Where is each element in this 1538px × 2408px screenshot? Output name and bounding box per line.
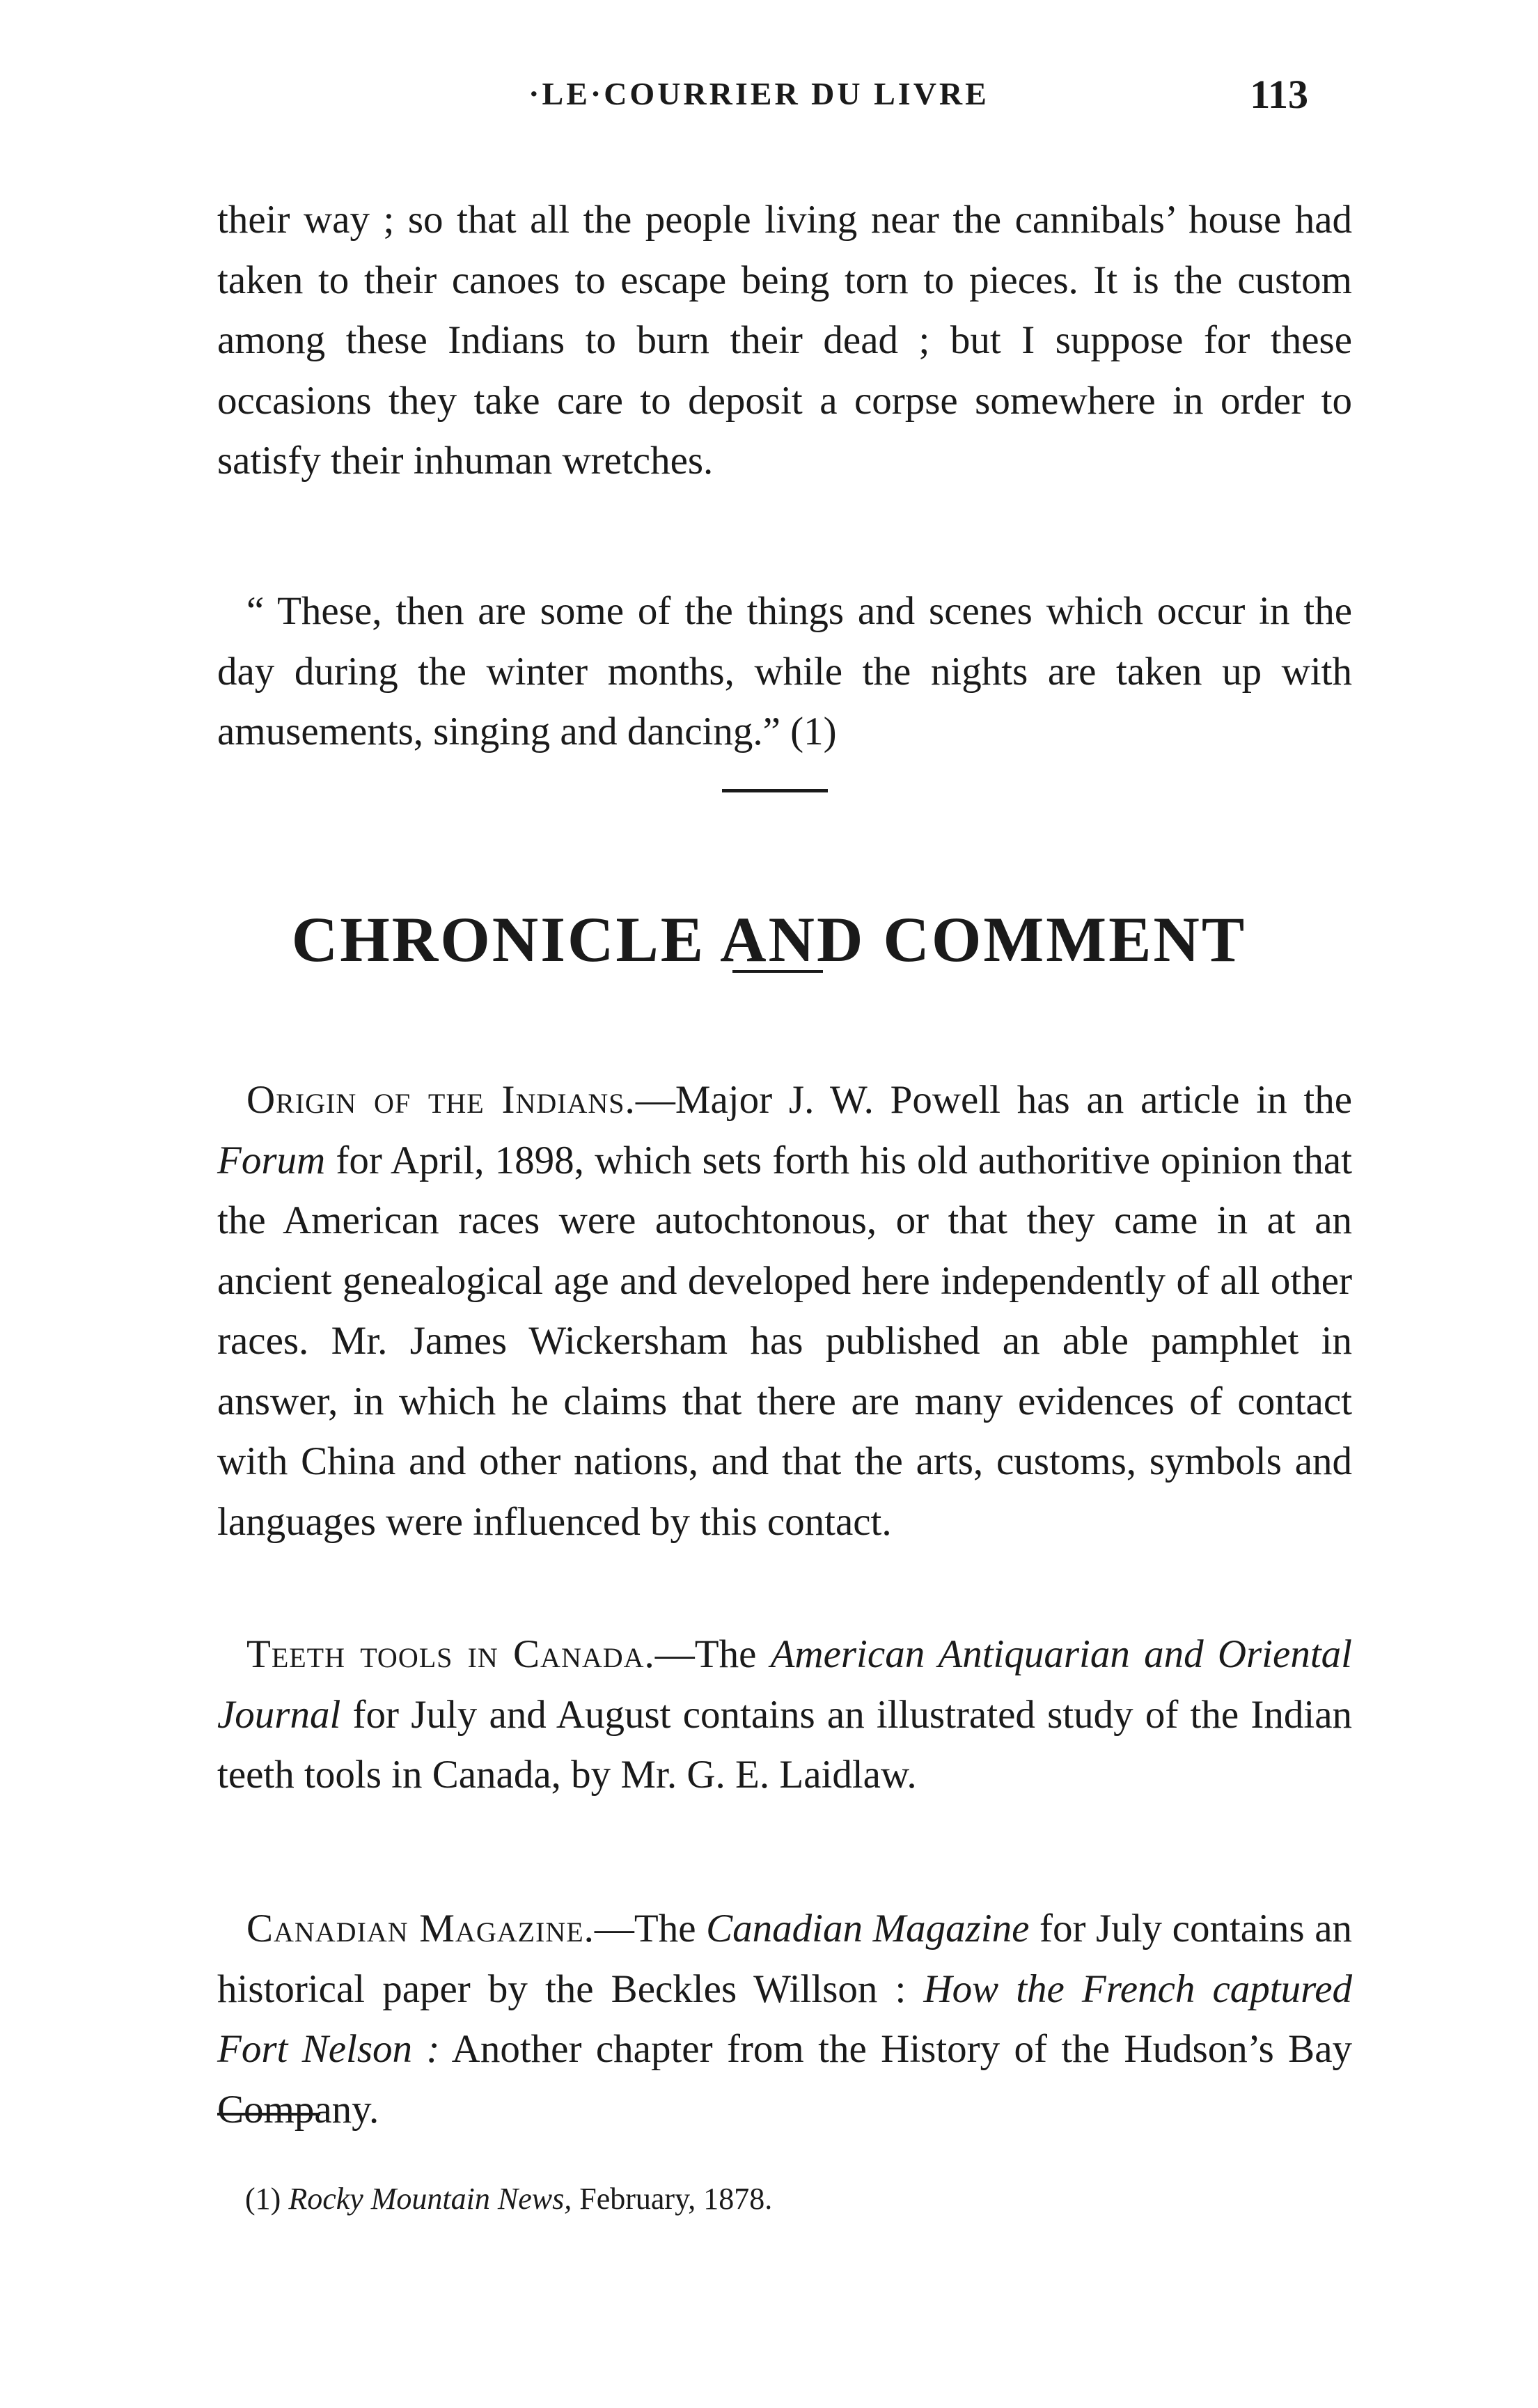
news-item-origin: Origin of the Indians.—Major J. W. Powell has an article in the Forum for April, 1898, which sets forth his old authoritive opinion that the American races were autochtonous, or that they came in at an ancient genealogical age and developed here independently of all other races. Mr. James Wickersham has published an able pamphlet in answer, in which he claims that there are many evidences of contact with China and other nations, and that the arts, customs, symbols and languages were influenced by this contact. (217, 1078, 1352, 1544)
footnote-marker: (1) (245, 2182, 281, 2216)
section-divider-bottom (732, 970, 823, 973)
news-item-teeth-tools: Teeth tools in Canada.—The American Antiquarian and Oriental Journal for July and August contains an illustrated study of the Indian teeth tools in Canada, by Mr. G. E. Laidlaw. (217, 1632, 1352, 1797)
paragraph-quote: “ These, then are some of the things and scenes which occur in the day during the winter months, while the nights are taken up with amusements, singing and dancing.” (1) (217, 589, 1352, 753)
paragraph-continued: their way ; so that all the people living near the cannibals’ house had taken to their canoes to escape being torn to pieces. It is the custom among these Indians to burn their dead ; but I suppose for these occasions they take care to deposit a corpse somewhere in order to satisfy their inhuman wretches. (217, 198, 1352, 483)
news-heading: Teeth tools in Canada. (246, 1632, 655, 1676)
section-divider-top (722, 789, 828, 792)
news-heading: Origin of the Indians. (246, 1078, 636, 1122)
publication-title: American Antiquarian and Oriental Journal (217, 1632, 1352, 1737)
footnote-rule (217, 2113, 320, 2116)
footnote (245, 2178, 1289, 2220)
footnote-source: Rocky Mountain News, (288, 2182, 572, 2216)
footnote-date: February, 1878. (572, 2182, 773, 2216)
section-title: CHRONICLE AND COMMENT (291, 904, 1247, 976)
journal-title: ·LE·COURRIER DU LIVRE (528, 76, 989, 111)
news-heading: Canadian Magazine. (246, 1907, 595, 1950)
news-item-canadian-magazine: Canadian Magazine.—The Canadian Magazine for July contains an historical paper by the Beckles Willson : How the French captured Fort Nelson : Another chapter from the History of the Hudson’s Bay Company. (217, 1907, 1353, 2132)
publication-title: Canadian Magazine (706, 1907, 1030, 1950)
article-title: How the French captured Fort Nelson : (217, 1967, 1352, 2071)
running-head (0, 72, 1538, 124)
publication-title: Forum (217, 1138, 326, 1182)
page-number: 113 (1250, 72, 1308, 117)
